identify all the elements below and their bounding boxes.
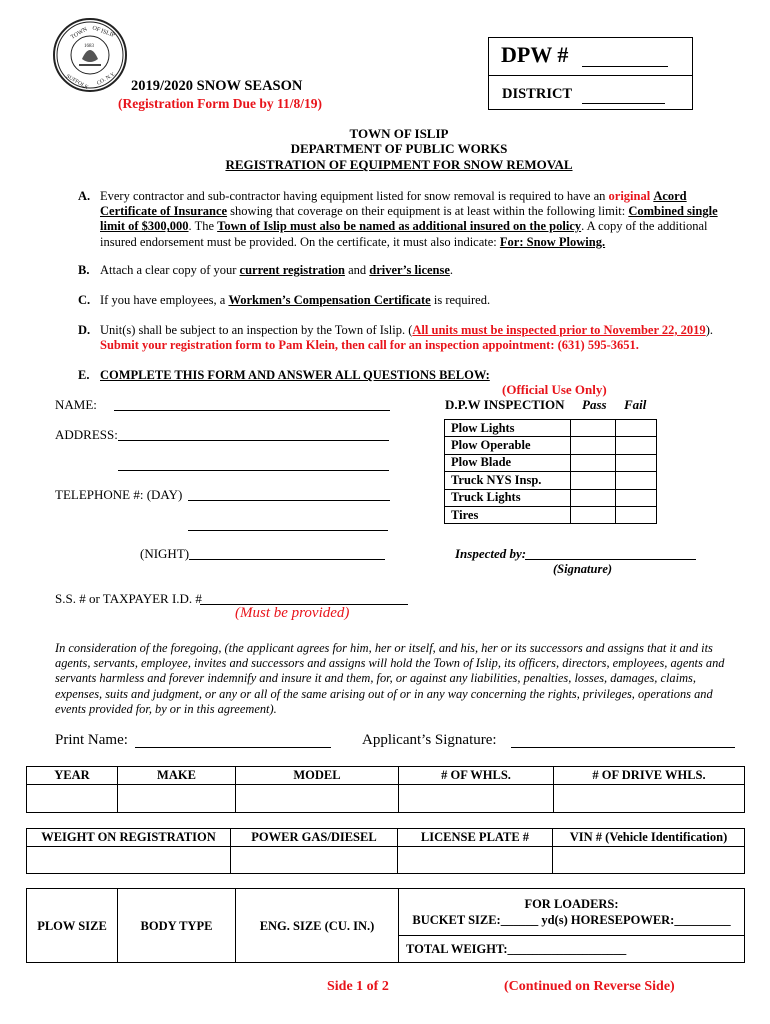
inspection-item: Plow Operable xyxy=(445,437,571,454)
print-name-field[interactable] xyxy=(135,733,331,748)
taxpayer-id-label: S.S. # or TAXPAYER I.D. # xyxy=(55,591,202,606)
pass-cell[interactable] xyxy=(571,489,616,506)
section-b-letter: B. xyxy=(78,263,90,277)
year-cell[interactable] xyxy=(27,785,118,813)
vehicle-grid-2 xyxy=(26,828,745,874)
plow-size-header: PLOW SIZE xyxy=(27,889,118,963)
due-date-notice: (Registration Form Due by 11/8/19) xyxy=(118,96,322,111)
pass-label: Pass xyxy=(582,397,607,412)
fail-cell[interactable] xyxy=(616,489,657,506)
district-label: DISTRICT xyxy=(502,86,573,102)
inspection-table xyxy=(444,419,657,524)
svg-text:1683: 1683 xyxy=(84,44,94,49)
must-be-provided-note: (Must be provided) xyxy=(235,605,350,621)
telephone-day-field[interactable] xyxy=(188,486,390,501)
vehicle-grid-1 xyxy=(26,766,745,813)
grid-input-row xyxy=(27,847,745,874)
telephone-day-label: TELEPHONE #: (DAY) xyxy=(55,487,183,502)
inspection-item: Tires xyxy=(445,506,571,523)
vin-cell[interactable] xyxy=(553,847,745,874)
name-label: NAME: xyxy=(55,397,97,412)
svg-text:OF ISLIP: OF ISLIP xyxy=(91,25,116,39)
section-d-letter: D. xyxy=(78,323,91,337)
print-name-label: Print Name: xyxy=(55,732,128,748)
dpw-number-field[interactable] xyxy=(582,47,668,67)
title-registration: REGISTRATION OF EQUIPMENT FOR SNOW REMOVAL xyxy=(225,157,573,172)
inspection-item: Truck NYS Insp. xyxy=(445,472,571,489)
weight-header: WEIGHT ON REGISTRATION xyxy=(27,829,231,847)
page-indicator: Side 1 of 2 xyxy=(327,979,389,994)
bucket-horsepower-label: BUCKET SIZE:______ yd(s) HORESEPOWER:_________ xyxy=(412,913,731,927)
grid-row xyxy=(27,889,745,936)
pass-cell[interactable] xyxy=(571,506,616,523)
pass-cell[interactable] xyxy=(571,472,616,489)
name-field[interactable] xyxy=(114,396,390,411)
inspection-row xyxy=(445,489,657,506)
section-e-text: COMPLETE THIS FORM AND ANSWER ALL QUESTIONS BELOW: xyxy=(100,368,490,382)
applicant-signature-field[interactable] xyxy=(511,733,735,748)
grid-header-row xyxy=(27,767,745,785)
fail-label: Fail xyxy=(624,397,647,412)
inspection-item: Plow Lights xyxy=(445,420,571,437)
svg-text:CO. N.Y.: CO. N.Y. xyxy=(96,71,117,87)
official-use-label: (Official Use Only) xyxy=(502,382,607,397)
total-weight-cell[interactable]: TOTAL WEIGHT:___________________ xyxy=(399,936,745,963)
inspection-row xyxy=(445,506,657,523)
drive-wheels-header: # OF DRIVE WHLS. xyxy=(554,767,745,785)
season-title: 2019/2020 SNOW SEASON xyxy=(131,78,303,94)
district-field[interactable] xyxy=(582,88,665,104)
svg-text:TOWN: TOWN xyxy=(70,26,89,41)
telephone-day-field-2[interactable] xyxy=(188,516,388,531)
grid-input-row xyxy=(27,785,745,813)
agreement-paragraph: In consideration of the foregoing, (the applicant agrees for him, her or itself, and his, her or its successors and assigns that it and its agents, servants, employee, invites and successors and assigns will hold the Town of Islip, its officers, directors, employees, agents and servants harmless and forever indemnify and insure it and them, for, or against any liabilities, penalties, losses, damages, claims, expenses, suits and judgment, or any or all of the same arising out of or in any way concerning the rights, privileges, operations and events provided for, by or in this agreement). xyxy=(55,641,725,716)
title-town: TOWN OF ISLIP xyxy=(349,126,449,141)
model-cell[interactable] xyxy=(236,785,399,813)
inspector-signature-field[interactable] xyxy=(525,545,696,560)
model-header: MODEL xyxy=(236,767,399,785)
power-cell[interactable] xyxy=(231,847,398,874)
address-field-line2[interactable] xyxy=(118,456,389,471)
pass-cell[interactable] xyxy=(571,420,616,437)
wheels-cell[interactable] xyxy=(399,785,554,813)
fail-cell[interactable] xyxy=(616,472,657,489)
vin-header: VIN # (Vehicle Identification) xyxy=(553,829,745,847)
svg-text:SUFFOLK: SUFFOLK xyxy=(65,73,90,91)
section-e-letter: E. xyxy=(78,368,90,382)
telephone-night-field[interactable] xyxy=(189,545,385,560)
make-cell[interactable] xyxy=(118,785,236,813)
dpw-inspection-heading: D.P.W INSPECTION xyxy=(445,397,565,412)
inspection-item: Plow Blade xyxy=(445,454,571,471)
pass-cell[interactable] xyxy=(571,454,616,471)
make-header: MAKE xyxy=(118,767,236,785)
grid-header-row xyxy=(27,829,745,847)
town-seal xyxy=(52,17,128,93)
inspection-item: Truck Lights xyxy=(445,489,571,506)
inspection-row xyxy=(445,437,657,454)
year-header: YEAR xyxy=(27,767,118,785)
pass-cell[interactable] xyxy=(571,437,616,454)
section-b-text: Attach a clear copy of your current registration and driver’s license. xyxy=(100,263,454,277)
weight-cell[interactable] xyxy=(27,847,231,874)
telephone-night-label: (NIGHT) xyxy=(140,546,190,561)
section-a-text: Every contractor and sub-contractor having equipment listed for snow removal is required to have an original Acord Certificate of Insurance showing that coverage on their equipment is at least within the following limit: Combined single limit of $300,000. The Town of Islip must also be named as additional insured on the policy. A copy of the additional insured endorsement must be provided. On the certificate, it must also indicate: For: Snow Plowing. xyxy=(100,189,718,249)
fail-cell[interactable] xyxy=(616,506,657,523)
section-d-text: Unit(s) shall be subject to an inspection by the Town of Islip. (All units must be inspected prior to November 22, 2019). Submit your registration form to Pam Klein, then call for an inspection appointment: (631) 595-3651. xyxy=(100,323,713,353)
engine-size-header: ENG. SIZE (CU. IN.) xyxy=(236,889,399,963)
wheels-header: # OF WHLS. xyxy=(399,767,554,785)
body-type-header: BODY TYPE xyxy=(118,889,236,963)
inspected-by-label: Inspected by: xyxy=(455,546,527,561)
vehicle-grid-3 xyxy=(26,888,745,963)
loaders-cell[interactable] xyxy=(399,889,745,936)
address-label: ADDRESS: xyxy=(55,427,118,442)
dpw-label: DPW # xyxy=(501,42,569,67)
fail-cell[interactable] xyxy=(616,437,657,454)
dpw-box-divider xyxy=(489,75,692,76)
fail-cell[interactable] xyxy=(616,420,657,437)
power-header: POWER GAS/DIESEL xyxy=(231,829,398,847)
title-department: DEPARTMENT OF PUBLIC WORKS xyxy=(290,141,508,156)
applicant-signature-label: Applicant’s Signature: xyxy=(362,732,497,748)
inspection-row xyxy=(445,472,657,489)
drive-wheels-cell[interactable] xyxy=(554,785,745,813)
taxpayer-id-field[interactable] xyxy=(200,590,408,605)
address-field-line1[interactable] xyxy=(118,426,389,441)
license-plate-cell[interactable] xyxy=(398,847,553,874)
fail-cell[interactable] xyxy=(616,454,657,471)
section-c-text: If you have employees, a Workmen’s Compensation Certificate is required. xyxy=(100,293,491,307)
for-loaders-label: FOR LOADERS: xyxy=(524,897,619,911)
inspection-row xyxy=(445,420,657,437)
section-c-letter: C. xyxy=(78,293,91,307)
section-a-letter: A. xyxy=(78,189,91,203)
signature-caption: (Signature) xyxy=(553,562,613,576)
inspection-row xyxy=(445,454,657,471)
license-plate-header: LICENSE PLATE # xyxy=(398,829,553,847)
continued-note: (Continued on Reverse Side) xyxy=(504,979,675,994)
